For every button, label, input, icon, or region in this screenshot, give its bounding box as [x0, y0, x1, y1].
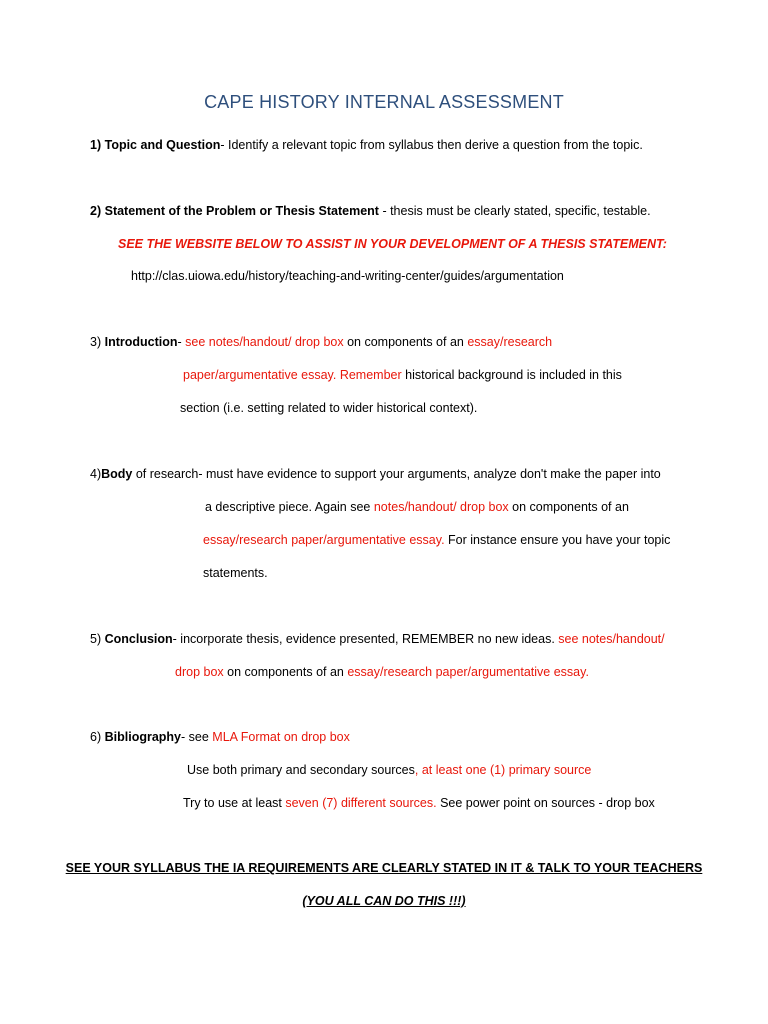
- section-1-number: 1): [90, 138, 102, 152]
- section-6-red-text: seven (7) different sources.: [285, 796, 437, 810]
- section-2-text: - thesis must be clearly stated, specific, testable.: [378, 204, 651, 218]
- section-5-text: on components of an: [223, 665, 348, 679]
- section-3-text: section (i.e. setting related to wider historical context).: [180, 401, 478, 415]
- section-4-text: statements.: [203, 566, 268, 580]
- thesis-guide-url[interactable]: http://clas.uiowa.edu/history/teaching-and-writing-center/guides/argumentation: [131, 269, 564, 283]
- section-5-line-1: [90, 631, 665, 647]
- section-4-text: on components of an: [508, 500, 629, 514]
- section-6-red-text: MLA Format on drop box: [212, 730, 350, 744]
- section-6-line-2: [187, 762, 591, 778]
- section-4-line-1: [90, 466, 661, 482]
- section-4-text: a descriptive piece. Again see: [205, 500, 374, 514]
- section-4-line-3: [203, 532, 670, 548]
- section-1-text: - Identify a relevant topic from syllabus then derive a question from the topic.: [220, 138, 643, 152]
- section-3-heading: Introduction: [104, 335, 178, 349]
- section-5-red-text: drop box: [175, 665, 224, 679]
- section-6-number: 6): [90, 730, 102, 744]
- section-6-text: Use both primary and secondary sources: [187, 763, 415, 777]
- section-4-line-2: [205, 499, 629, 515]
- section-4-red-text: notes/handout/ drop box: [373, 500, 509, 514]
- section-3-red-text: .: [332, 368, 340, 382]
- section-3-red-text: paper/argumentative essay: [183, 368, 333, 382]
- section-3-number: 3): [90, 335, 102, 349]
- section-6-text: - see: [181, 730, 213, 744]
- section-3-red-text: essay/research: [467, 335, 553, 349]
- section-4-text: For instance ensure you have your topic: [444, 533, 671, 547]
- section-3-line-2: [183, 367, 622, 383]
- syllabus-reminder: SEE YOUR SYLLABUS THE IA REQUIREMENTS ARE CLEARLY STATED IN IT & TALK TO YOUR TEACHERS: [65, 861, 703, 875]
- thesis-website-notice: SEE THE WEBSITE BELOW TO ASSIST IN YOUR DEVELOPMENT OF A THESIS STATEMENT:: [118, 237, 667, 251]
- section-4-heading: Body: [101, 467, 133, 481]
- section-6-heading: Bibliography: [104, 730, 182, 744]
- section-4-number: 4): [90, 467, 102, 481]
- section-3-text: on components of an: [343, 335, 468, 349]
- section-4-red-text: essay/research paper/argumentative essay.: [203, 533, 445, 547]
- document-title: CAPE HISTORY INTERNAL ASSESSMENT: [204, 92, 564, 112]
- section-1-line-1: [90, 137, 643, 153]
- section-3-red-text: Remember: [339, 368, 402, 382]
- section-2-number: 2): [90, 204, 102, 218]
- section-5-line-2: [175, 664, 589, 680]
- encouragement-note: (YOU ALL CAN DO THIS !!!): [302, 894, 466, 908]
- section-1-heading: Topic and Question: [104, 138, 221, 152]
- section-4-line-4: [203, 565, 268, 581]
- section-6-line-3: [183, 795, 655, 811]
- section-4-text: of research- must have evidence to support your arguments, analyze don't make the paper into: [132, 467, 661, 481]
- section-5-red-text: see notes/handout/: [558, 632, 665, 646]
- section-5-red-text: essay/research paper/argumentative essay.: [347, 665, 589, 679]
- section-2-line-1: [90, 203, 651, 219]
- section-6-text: Try to use at least: [183, 796, 286, 810]
- section-6-text: See power point on sources - drop box: [436, 796, 655, 810]
- section-3-text: -: [177, 335, 186, 349]
- section-3-red-text: see notes/handout/ drop box: [185, 335, 344, 349]
- section-3-line-1: [90, 334, 552, 350]
- section-5-number: 5): [90, 632, 102, 646]
- section-3-text: historical background is included in this: [401, 368, 622, 382]
- section-5-heading: Conclusion: [104, 632, 173, 646]
- section-2-heading: Statement of the Problem or Thesis Statement: [104, 204, 379, 218]
- section-5-text: - incorporate thesis, evidence presented, REMEMBER no new ideas.: [172, 632, 559, 646]
- section-3-line-3: [180, 400, 477, 416]
- section-6-line-1: [90, 729, 350, 745]
- section-6-red-text: , at least one (1) primary source: [414, 763, 592, 777]
